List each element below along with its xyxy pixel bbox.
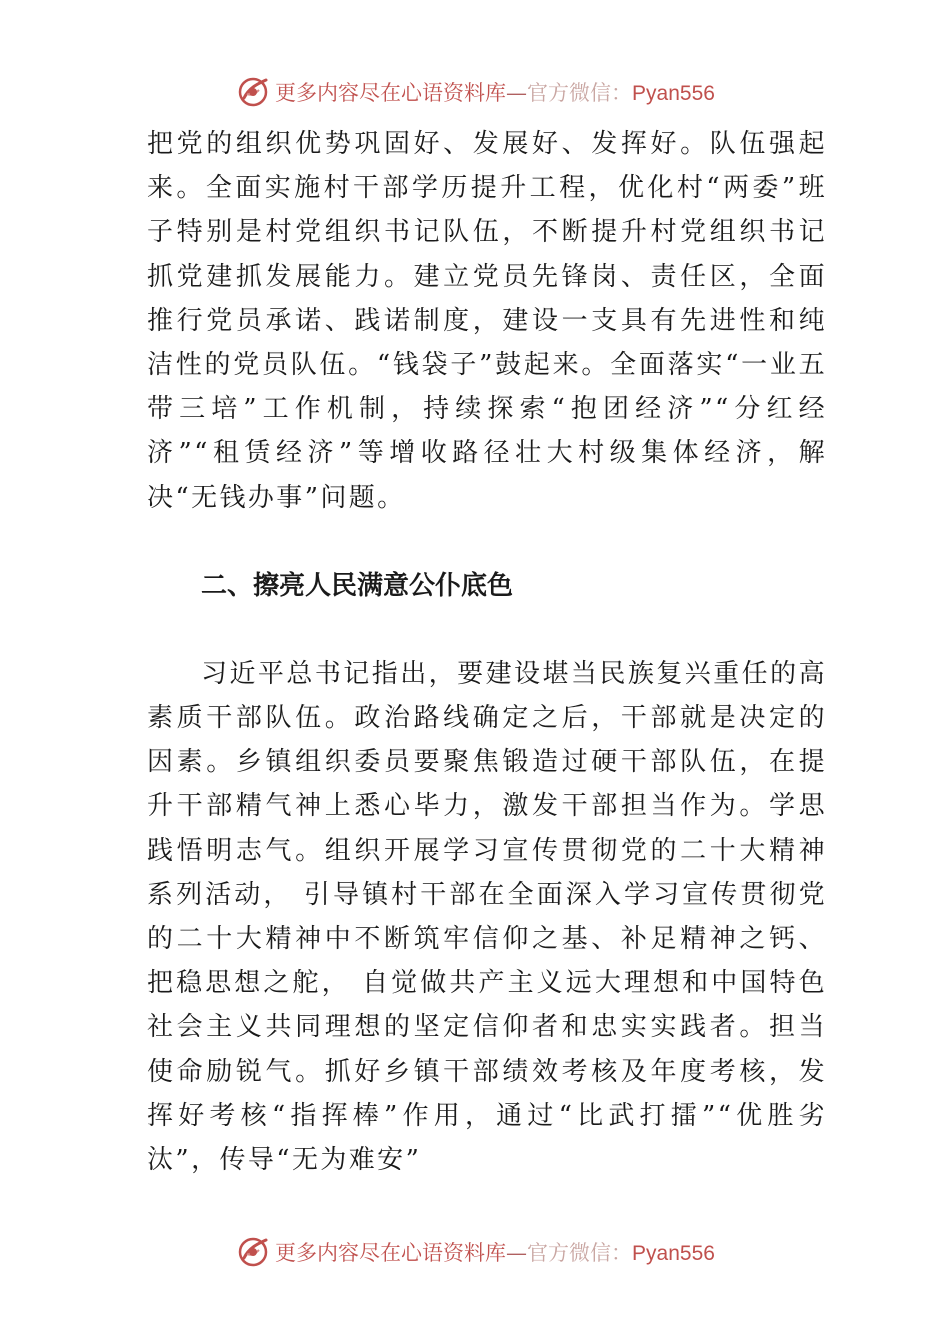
- header-separator: —: [506, 81, 528, 105]
- paragraph-2: 习近平总书记指出，要建设堪当民族复兴重任的高素质干部队伍。政治路线确定之后，干部就是决定的因素。乡镇组织委员要聚焦锻造过硬干部队伍，在提升干部精气神上悉心毕力，激发干部担当作为。学思践悟明志气。组织开展学习宣传贯彻党的二十大精神系列活动， 引导镇村干部在全面深入学习宣传贯彻党的二十大精神中不断筑牢信仰之基、补足精神之钙、把稳思想之舵， 自觉做共产主义远大理想和中国特色社会主义共同理想的坚定信仰者和忠实实践者。担当使命励锐气。抓好乡镇干部绩效考核及年度考核，发挥好考核“指挥棒”作用，通过“比武打擂”“优胜劣汰”，传导“无为难安”: [147, 658, 827, 1176]
- header-banner-text: [275, 77, 715, 107]
- paragraph-1: 把党的组织优势巩固好、发展好、发挥好。队伍强起来。全面实施村干部学历提升工程，优化村“两委”班子特别是村党组织书记队伍，不断提升村党组织书记抓党建抓发展能力。建立党员先锋岗、责任区，全面推行党员承诺、践诺制度，建设一支具有先进性和纯洁性的党员队伍。“钱袋子”鼓起来。全面落实“一业五带三培”工作机制，持续探索“抱团经济”“分红经济”“租赁经济”等增收路径壮大村级集体经济，解决“无钱办事”问题。: [147, 129, 827, 513]
- footer-wechat-account: Pyan556: [632, 1242, 715, 1265]
- header-wechat-account: Pyan556: [632, 82, 715, 105]
- header-brand-text: 更多内容尽在心语资料库: [275, 81, 507, 105]
- header-banner: [0, 72, 950, 112]
- footer-brand-text: 更多内容尽在心语资料库: [275, 1241, 507, 1265]
- footer-banner: [0, 1232, 950, 1272]
- section-heading: 二、擦亮人民满意公仆底色: [201, 570, 514, 601]
- footer-wechat-label: 官方微信：: [527, 1241, 633, 1265]
- footer-separator: —: [506, 1241, 528, 1265]
- footer-banner-text: [275, 1237, 715, 1267]
- header-wechat-label: 官方微信：: [527, 81, 633, 105]
- document-body: [147, 122, 827, 1182]
- brand-logo-icon: [235, 74, 271, 110]
- brand-logo-icon: [235, 1234, 271, 1270]
